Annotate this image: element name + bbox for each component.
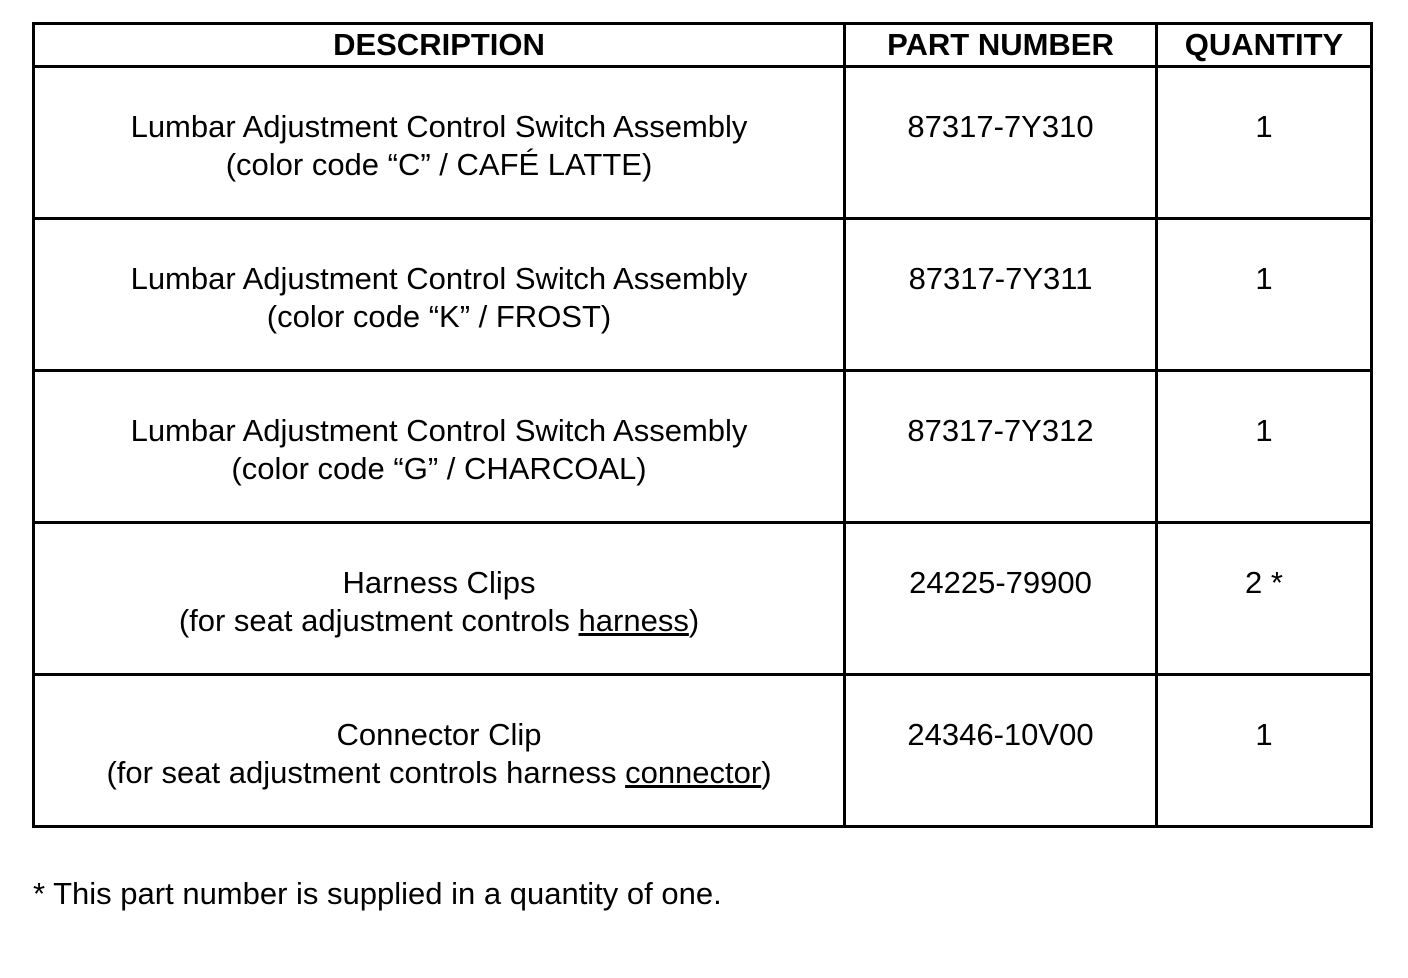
quantity-cell: 1	[1157, 67, 1372, 219]
table-row	[34, 67, 1372, 219]
description-line2	[35, 146, 843, 184]
description-line2-pre: (for seat adjustment controls harness	[106, 755, 626, 790]
quantity-cell: 1	[1157, 371, 1372, 523]
description-line1: Lumbar Adjustment Control Switch Assembly	[130, 261, 748, 296]
description-line2-pre: (color code “G” / CHARCOAL)	[231, 451, 647, 486]
description-line2-underlined: connector	[625, 755, 762, 790]
description-line1: Lumbar Adjustment Control Switch Assembly	[130, 109, 748, 144]
description-line2	[35, 754, 843, 792]
header-part-number: PART NUMBER	[845, 24, 1157, 67]
description-line2-pre: (color code “C” / CAFÉ LATTE)	[225, 147, 653, 182]
description-cell	[34, 67, 845, 219]
description-cell	[34, 523, 845, 675]
header-description: DESCRIPTION	[34, 24, 845, 67]
part-number-cell: 24225-79900	[845, 523, 1157, 675]
header-quantity: QUANTITY	[1157, 24, 1372, 67]
description-cell	[34, 371, 845, 523]
description-line1: Connector Clip	[336, 717, 542, 752]
part-number-cell: 87317-7Y311	[845, 219, 1157, 371]
description-line2-post: )	[761, 755, 772, 790]
description-line2-underlined: harness	[578, 603, 689, 638]
quantity-cell: 1	[1157, 219, 1372, 371]
part-number-cell: 87317-7Y310	[845, 67, 1157, 219]
parts-table	[32, 22, 1373, 828]
part-number-cell: 87317-7Y312	[845, 371, 1157, 523]
description-line2-pre: (color code “K” / FROST)	[266, 299, 612, 334]
description-line2	[35, 450, 843, 488]
table-header-row	[34, 24, 1372, 67]
table-row	[34, 371, 1372, 523]
description-line2	[35, 602, 843, 640]
description-line1: Lumbar Adjustment Control Switch Assembly	[130, 413, 748, 448]
table-row	[34, 675, 1372, 827]
description-cell	[34, 675, 845, 827]
description-line2-pre: (for seat adjustment controls	[178, 603, 579, 638]
description-line2-post: )	[688, 603, 700, 638]
description-line2	[35, 298, 843, 336]
description-line1: Harness Clips	[342, 565, 536, 600]
footnote: * This part number is supplied in a quantity of one.	[33, 876, 722, 911]
table-row	[34, 219, 1372, 371]
table-row	[34, 523, 1372, 675]
description-cell	[34, 219, 845, 371]
quantity-cell: 1	[1157, 675, 1372, 827]
part-number-cell: 24346-10V00	[845, 675, 1157, 827]
quantity-cell: 2 *	[1157, 523, 1372, 675]
